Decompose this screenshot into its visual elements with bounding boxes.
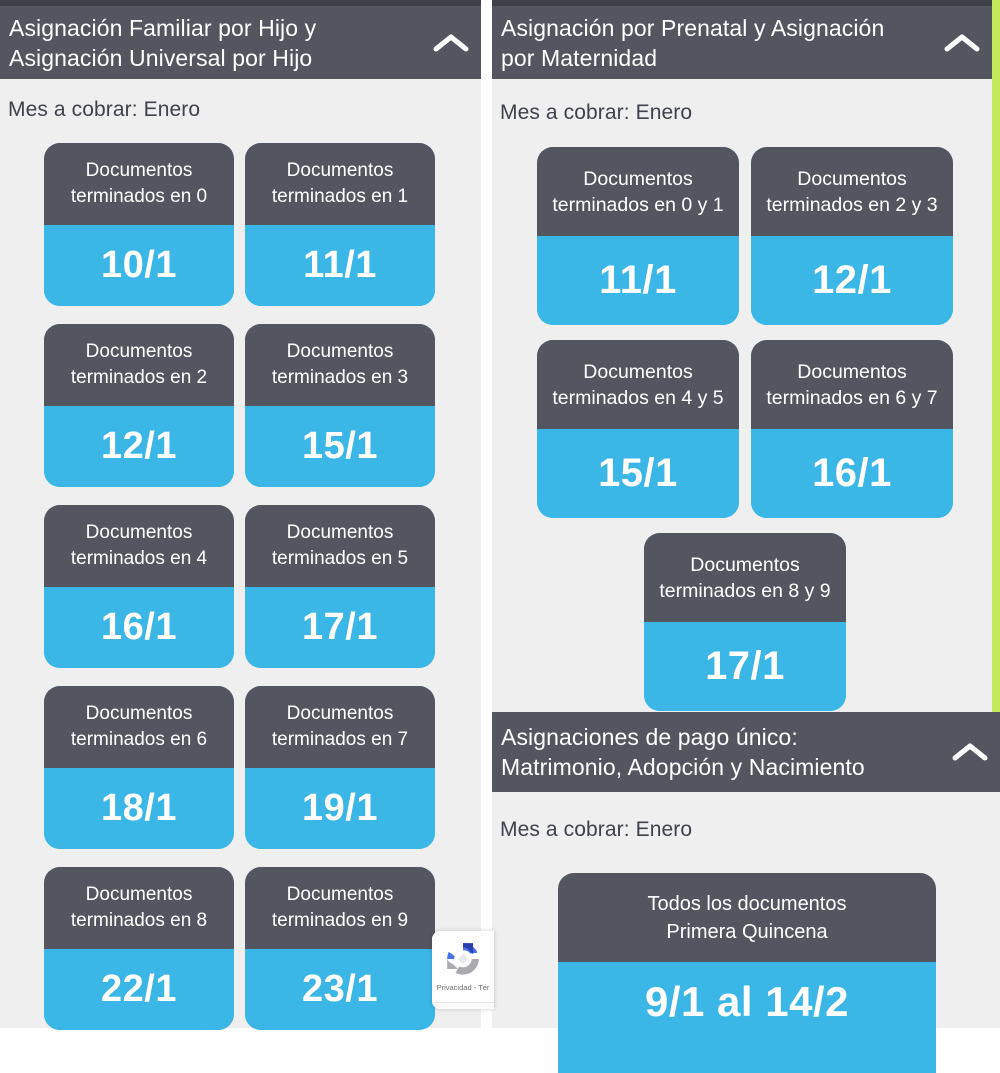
payment-card [44,143,234,306]
cards-grid-prenatal [537,147,953,711]
card-date: 17/1 [644,622,846,711]
payment-card [644,533,846,711]
card-label: Todos los documentos Primera Quincena [558,873,936,962]
month-label: Mes a cobrar: Enero [500,818,693,841]
accordion-header-asignacion-familiar[interactable] [0,0,481,79]
accordion-header-prenatal[interactable] [492,0,992,79]
card-label: Documentos terminados en 2 [44,324,234,406]
card-label: Documentos terminados en 6 [44,686,234,768]
payment-card [44,505,234,668]
card-label: Documentos terminados en 8 y 9 [644,533,846,622]
card-date: 10/1 [44,225,234,306]
card-date: 15/1 [245,406,435,487]
card-label: Documentos terminados en 3 [245,324,435,406]
card-label: Documentos terminados en 0 y 1 [537,147,739,236]
card-date: 18/1 [44,768,234,849]
chevron-up-icon[interactable] [944,33,980,53]
payment-card [44,867,234,1030]
section-title: Asignaciones de pago único: Matrimonio, Adopción y Nacimiento [501,724,865,780]
card-date: 12/1 [44,406,234,487]
payment-card [245,686,435,849]
cards-grid-familiar [44,143,435,1030]
payment-card [537,340,739,518]
section-asignacion-familiar [0,0,481,1028]
card-date: 11/1 [537,236,739,325]
payment-card [245,867,435,1030]
card-date: 19/1 [245,768,435,849]
card-label: Documentos terminados en 2 y 3 [751,147,953,236]
card-label: Documentos terminados en 0 [44,143,234,225]
recaptcha-privacy-links[interactable]: Privacidad - Tér [436,983,490,992]
section-title: Asignación Familiar por Hijo y Asignación Universal por Hijo [9,14,317,71]
month-label: Mes a cobrar: Enero [500,101,693,124]
chevron-up-icon[interactable] [952,742,988,762]
payment-card [245,505,435,668]
card-label: Documentos terminados en 4 [44,505,234,587]
card-date: 16/1 [44,587,234,668]
card-label: Documentos terminados en 4 y 5 [537,340,739,429]
recaptcha-icon [443,939,483,979]
card-label: Documentos terminados en 8 [44,867,234,949]
card-date: 12/1 [751,236,953,325]
card-label: Documentos terminados en 7 [245,686,435,768]
card-date: 16/1 [751,429,953,518]
card-date: 15/1 [537,429,739,518]
card-date: 9/1 al 14/2 [558,962,936,1073]
payment-card [44,324,234,487]
recaptcha-badge[interactable] [432,931,494,1009]
chevron-up-icon[interactable] [433,33,469,53]
card-label: Documentos terminados en 6 y 7 [751,340,953,429]
payment-card-todos-documentos [558,873,936,1073]
month-label: Mes a cobrar: Enero [8,98,201,121]
card-date: 11/1 [245,225,435,306]
payment-card [44,686,234,849]
card-date: 22/1 [44,949,234,1030]
payment-card [751,340,953,518]
payment-card [537,147,739,325]
card-label: Documentos terminados en 9 [245,867,435,949]
card-label: Documentos terminados en 5 [245,505,435,587]
payment-card [751,147,953,325]
card-date: 23/1 [245,949,435,1030]
payment-card [245,324,435,487]
section-prenatal-maternidad [492,0,1000,1028]
card-date: 17/1 [245,587,435,668]
card-label: Documentos terminados en 1 [245,143,435,225]
payment-card [245,143,435,306]
accordion-header-pago-unico[interactable] [492,712,1000,792]
green-edge-stripe [992,0,1000,712]
section-title: Asignación por Prenatal y Asignación por Maternidad [501,14,885,71]
